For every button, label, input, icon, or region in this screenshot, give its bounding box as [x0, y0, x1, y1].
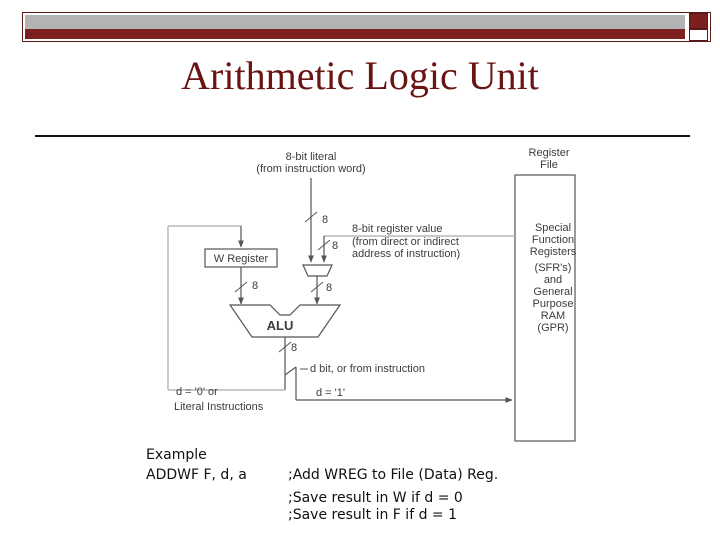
example-comment-3: ;Save result in F if d = 1	[288, 507, 457, 523]
w-bus-width: 8	[252, 280, 259, 292]
regval-label-3: address of instruction)	[352, 248, 461, 260]
d0-label-2: Literal Instructions	[174, 401, 264, 413]
mux-bus-width: 8	[326, 282, 333, 294]
example-heading: Example	[146, 447, 207, 463]
input-mux	[303, 265, 332, 276]
example-comment-1: ;Add WREG to File (Data) Reg.	[288, 467, 499, 483]
sfr-line-3: (SFR's)	[534, 262, 572, 274]
demux-switch	[285, 367, 296, 375]
slide-title: Arithmetic Logic Unit	[181, 53, 539, 98]
alu-label: ALU	[266, 318, 294, 333]
regval-label-1: 8-bit register value	[352, 223, 443, 235]
example-comment-2: ;Save result in W if d = 0	[288, 490, 463, 506]
regval-label-2: (from direct or indirect	[352, 236, 459, 248]
d1-label: d = '1'	[316, 387, 345, 399]
sfr-line-5: General	[533, 286, 573, 298]
sfr-line-1: Function	[531, 234, 575, 246]
sfr-line-2: Registers	[529, 246, 577, 258]
w-register-label: W Register	[213, 253, 269, 265]
register-file-label-1: Register	[528, 147, 570, 159]
sfr-line-7: RAM	[540, 310, 566, 322]
register-file-label-2: File	[540, 159, 558, 171]
example-instruction: ADDWF F, d, a	[146, 467, 247, 483]
sfr-line-8: (GPR)	[537, 322, 569, 334]
dbit-label: d bit, or from instruction	[310, 363, 425, 375]
literal-label-1: 8-bit literal	[285, 151, 337, 163]
sfr-line-6: Purpose	[532, 298, 574, 310]
sfr-line-0: Special	[534, 222, 572, 234]
sfr-line-4: and	[543, 274, 563, 286]
alu-output-width: 8	[291, 342, 298, 354]
d0-label-1: d = '0' or	[176, 386, 218, 398]
regval-bus-width: 8	[332, 240, 339, 252]
literal-label-2: (from instruction word)	[256, 163, 366, 175]
literal-bus-width: 8	[322, 214, 329, 226]
